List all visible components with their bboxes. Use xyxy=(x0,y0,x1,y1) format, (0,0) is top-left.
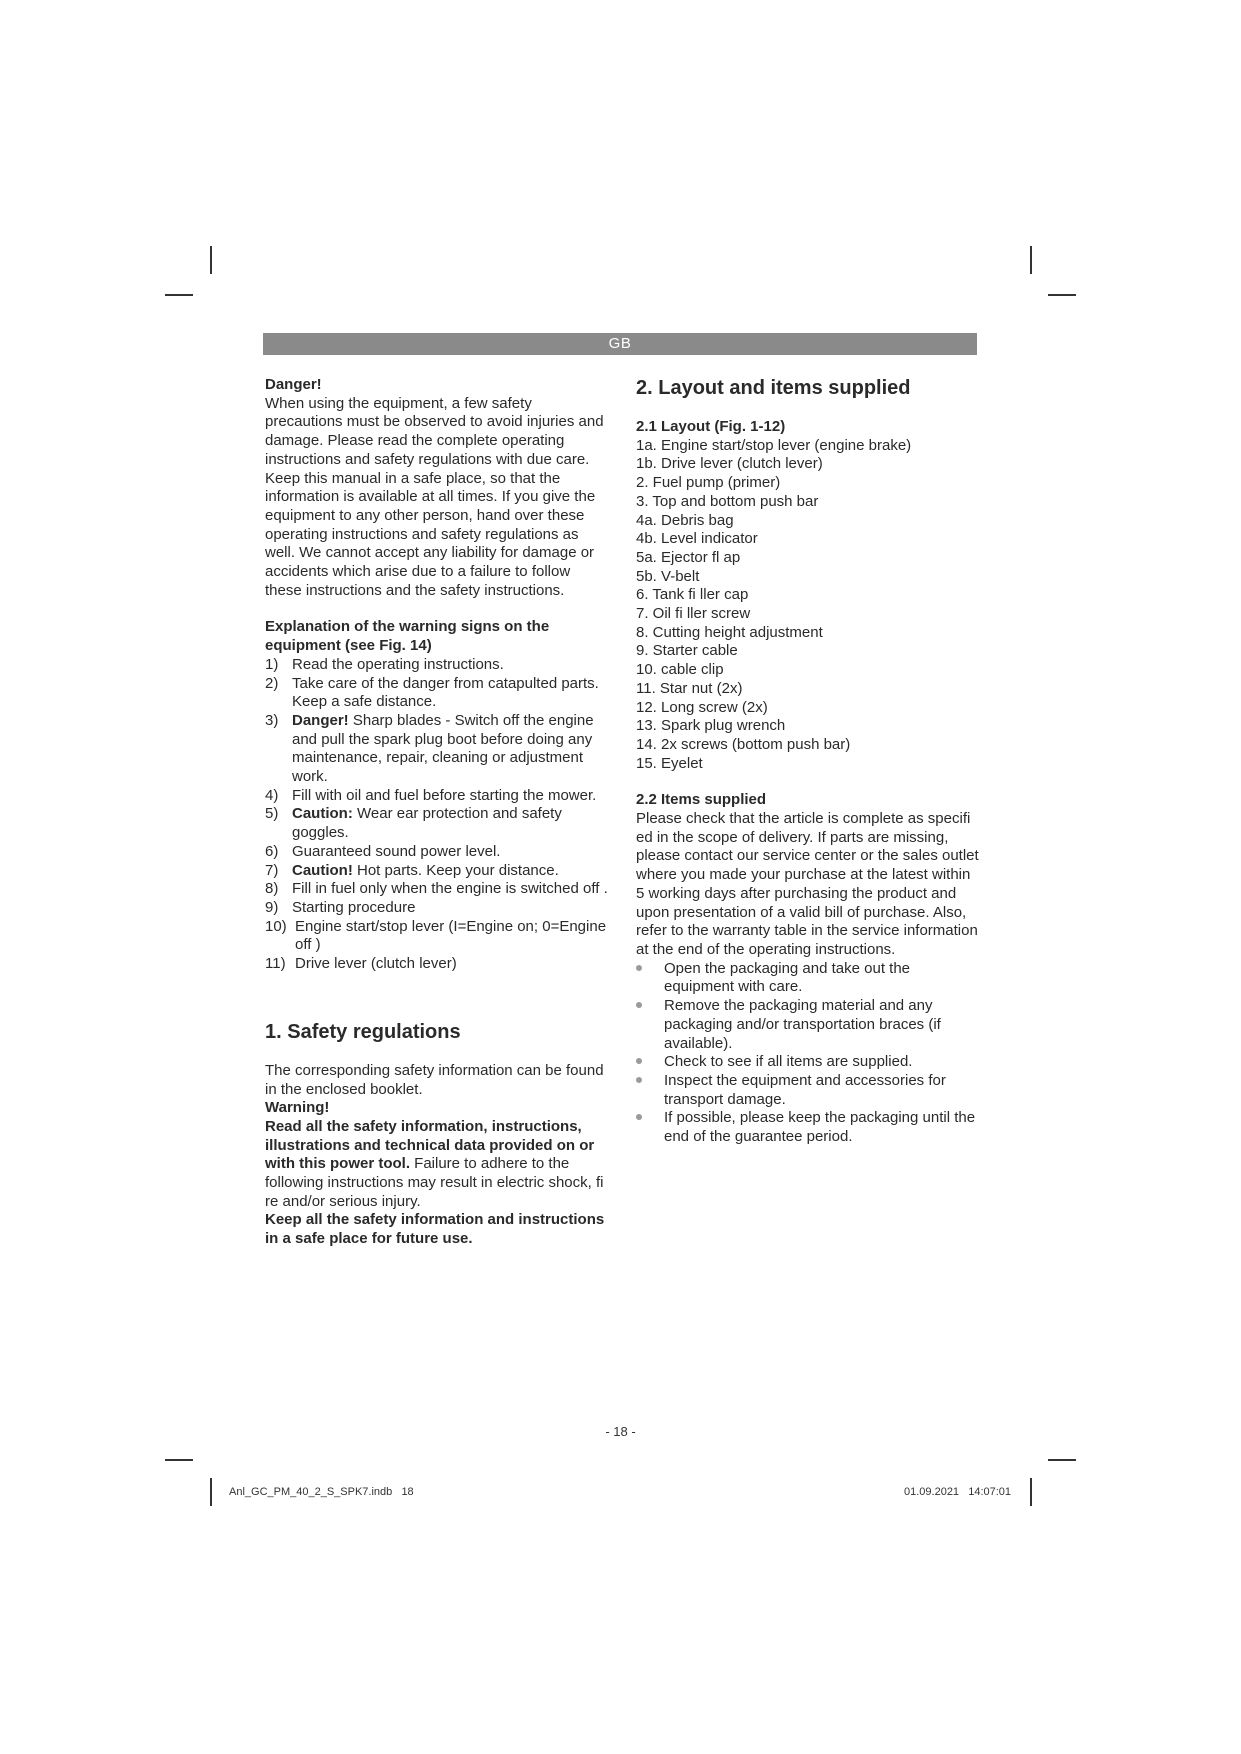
layout-item: 4a. Debris bag xyxy=(636,511,734,529)
bullet-icon xyxy=(636,1058,642,1064)
layout-item: 4b. Level indicator xyxy=(636,530,758,548)
right-column xyxy=(636,376,981,1147)
layout-item: 5b. V-belt xyxy=(636,567,700,585)
bullet-icon xyxy=(636,965,642,971)
safety-intro-paragraph: The corresponding safety information can be found in the enclosed booklet. xyxy=(265,1061,604,1098)
layout-item: 5a. Ejector fl ap xyxy=(636,548,741,566)
safety-regulations-heading: 1. Safety regulations xyxy=(265,1020,461,1043)
danger-paragraph: When using the equipment, a few safety precautions must be observed to avoid injuries and damage. Please read the complete operating instructions and safety regulations with due care. Keep this manual in a safe place, so that the information is available at all times. If you give the equipment to any other person, hand over these operating instructions and safety regulations as well. We cannot accept any liability for damage or accidents which arise due to a failure to follow these instructions and the safety instructions. xyxy=(265,394,604,599)
layout-item: 14. 2x screws (bottom push bar) xyxy=(636,735,851,753)
crop-mark-top-right-vertical xyxy=(1030,246,1032,274)
layout-item: 3. Top and bottom push bar xyxy=(636,492,819,510)
list-item: Open the packaging and take out the equipment with care. xyxy=(636,960,981,997)
language-label: GB xyxy=(608,335,632,352)
bullet-icon xyxy=(636,1002,642,1008)
warning-paragraph: Read all the safety information, instructions, illustrations and technical data provided on or with this power tool. Failure to adhere to the following instructions may result in electric shock, fi re and/or serious injury. xyxy=(265,1117,604,1210)
layout-items-list xyxy=(636,437,981,774)
layout-heading: 2. Layout and items supplied xyxy=(636,377,911,399)
list-item: If possible, please keep the packaging until the end of the guarantee period. xyxy=(636,1109,981,1146)
items-supplied-paragraph: Please check that the article is complete as specifi ed in the scope of delivery. If parts are missing, please contact our service center or the sales outlet where you made your purchase at the latest within 5 working days after purchasing the product and upon presentation of a valid bill of purchase. Also, refer to the warranty table in the service information at the end of the operating instructions. xyxy=(636,810,979,958)
items-supplied-subheading: 2.2 Items supplied xyxy=(636,791,767,809)
file-name-footer: Anl_GC_PM_40_2_S_SPK7.indb 18 xyxy=(229,1486,414,1498)
warning-sign-item: 9) Starting procedure xyxy=(265,898,416,916)
layout-item: 13. Spark plug wrench xyxy=(636,717,786,735)
layout-item: 7. Oil fi ller screw xyxy=(636,605,751,623)
language-header-bar xyxy=(263,333,977,355)
crop-mark-bottom-left-horizontal xyxy=(165,1459,193,1461)
crop-mark-bottom-left-vertical xyxy=(210,1478,212,1506)
warning-signs-heading: Explanation of the warning signs on the equipment (see Fig. 14) xyxy=(265,618,550,655)
warning-sign-item: 3) Danger! Sharp blades - Switch off the engine and pull the spark plug boot before doing any maintenance, repair, cleaning or adjustment work. xyxy=(265,711,594,786)
warning-sign-item: 11) Drive lever (clutch lever) xyxy=(265,955,457,973)
warning-sign-item: 5) Caution: Wear ear protection and safety goggles. xyxy=(265,805,562,842)
crop-mark-top-left-horizontal xyxy=(165,294,193,296)
layout-item: 12. Long screw (2x) xyxy=(636,698,768,716)
warning-sign-item: 1) Read the operating instructions. xyxy=(265,655,504,673)
layout-item: 15. Eyelet xyxy=(636,754,703,772)
keep-safety-info-paragraph: Keep all the safety information and instructions in a safe place for future use. xyxy=(265,1211,605,1248)
warning-sign-item: 8) Fill in fuel only when the engine is switched off . xyxy=(265,880,608,898)
warning-sign-item: 4) Fill with oil and fuel before starting the mower. xyxy=(265,786,597,804)
warning-label: Warning! xyxy=(265,1099,330,1117)
layout-item: 10. cable clip xyxy=(636,661,724,679)
list-item: Remove the packaging material and any packaging and/or transportation braces (if available). xyxy=(636,997,981,1053)
crop-mark-top-right-horizontal xyxy=(1048,294,1076,296)
layout-item: 1b. Drive lever (clutch lever) xyxy=(636,455,823,473)
crop-mark-top-left-vertical xyxy=(210,246,212,274)
bullet-icon xyxy=(636,1077,642,1083)
crop-mark-bottom-right-vertical xyxy=(1030,1478,1032,1506)
items-supplied-bullets xyxy=(636,960,981,1147)
layout-item: 8. Cutting height adjustment xyxy=(636,623,823,641)
page-number: - 18 - xyxy=(605,1424,636,1439)
list-item: Check to see if all items are supplied. xyxy=(636,1053,981,1072)
bullet-icon xyxy=(636,1114,642,1120)
layout-item: 9. Starter cable xyxy=(636,642,738,660)
layout-item: 6. Tank fi ller cap xyxy=(636,586,749,604)
warning-sign-item: 6) Guaranteed sound power level. xyxy=(265,842,501,860)
warning-signs-list xyxy=(265,656,610,974)
warning-sign-item: 7) Caution! Hot parts. Keep your distance. xyxy=(265,861,559,879)
list-item: Inspect the equipment and accessories for transport damage. xyxy=(636,1072,981,1109)
crop-mark-bottom-right-horizontal xyxy=(1048,1459,1076,1461)
warning-sign-item: 2) Take care of the danger from catapulted parts. Keep a safe distance. xyxy=(265,674,599,711)
layout-item: 2. Fuel pump (primer) xyxy=(636,474,781,492)
warning-sign-item: 10) Engine start/stop lever (I=Engine on; 0=Engine off ) xyxy=(265,917,607,954)
layout-subheading: 2.1 Layout (Fig. 1-12) xyxy=(636,418,786,435)
layout-item: 1a. Engine start/stop lever (engine brake) xyxy=(636,436,912,454)
layout-item: 11. Star nut (2x) xyxy=(636,679,743,697)
timestamp-footer: 01.09.2021 14:07:01 xyxy=(904,1486,1012,1498)
danger-heading: Danger! xyxy=(265,376,322,393)
left-column xyxy=(265,376,610,1249)
